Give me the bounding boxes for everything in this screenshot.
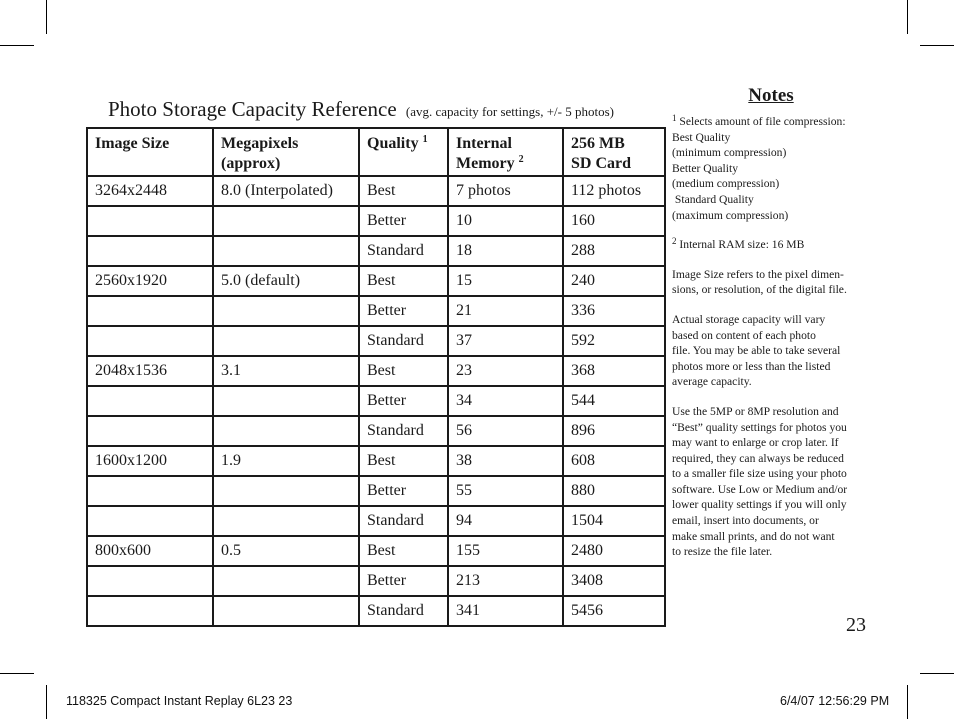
table-row (87, 356, 665, 386)
table-cell (87, 296, 213, 326)
table-cell (213, 386, 359, 416)
table-row (87, 266, 665, 296)
notes-title: Notes (748, 85, 794, 106)
table-cell: 3408 (563, 566, 665, 596)
column-header-line: Quality (367, 135, 419, 152)
table-cell: Better (359, 386, 448, 416)
column-header (87, 128, 213, 176)
crop-mark (0, 45, 34, 46)
footer-left: 118325 Compact Instant Replay 6L23 23 (66, 694, 293, 708)
table-cell (87, 236, 213, 266)
capacity-table (86, 127, 666, 627)
title-text: Photo Storage Capacity Reference (108, 97, 397, 121)
page-title (108, 97, 614, 122)
table-cell: 3264x2448 (87, 176, 213, 206)
note-paragraph (672, 404, 872, 560)
table-cell: 2560x1920 (87, 266, 213, 296)
table-cell: 7 photos (448, 176, 563, 206)
table-cell: Better (359, 566, 448, 596)
table-cell: 10 (448, 206, 563, 236)
table-cell: Best (359, 446, 448, 476)
table-cell: 155 (448, 536, 563, 566)
table-row (87, 596, 665, 626)
crop-mark (907, 685, 908, 719)
table-cell: 880 (563, 476, 665, 506)
column-header-line: Memory (456, 155, 515, 172)
table-cell: Standard (359, 236, 448, 266)
table-cell (87, 476, 213, 506)
table-cell: Best (359, 266, 448, 296)
table-cell: Best (359, 176, 448, 206)
column-header-line: Image Size (95, 135, 170, 152)
crop-mark (907, 0, 908, 34)
column-header (448, 128, 563, 176)
table-cell (87, 416, 213, 446)
table-row (87, 386, 665, 416)
table-cell (213, 566, 359, 596)
table-row (87, 476, 665, 506)
page-number: 23 (846, 614, 866, 636)
table-row (87, 296, 665, 326)
note-line: file. You may be able to take several (672, 344, 841, 358)
table-cell: 34 (448, 386, 563, 416)
footnote-marker: 1 (422, 134, 428, 145)
notes-paragraphs (672, 253, 872, 560)
note-line: make small prints, and do not want (672, 529, 835, 543)
table-cell: 1.9 (213, 446, 359, 476)
table-cell: 112 photos (563, 176, 665, 206)
table-cell: Best (359, 536, 448, 566)
table-cell (87, 596, 213, 626)
table-row (87, 566, 665, 596)
note-line: photos more or less than the listed (672, 359, 831, 373)
table-cell: 15 (448, 266, 563, 296)
note-1 (672, 114, 872, 223)
table-cell: 608 (563, 446, 665, 476)
note-line: lower quality settings if you will only (672, 498, 847, 512)
note-line: (medium compression) (672, 177, 780, 191)
column-header-line: 256 MB (571, 135, 625, 152)
table-cell: 2480 (563, 536, 665, 566)
title-subtitle: (avg. capacity for settings, +/- 5 photos) (405, 104, 614, 119)
note-line: “Best” quality settings for photos you (672, 420, 847, 434)
table-cell: 55 (448, 476, 563, 506)
table-cell (213, 416, 359, 446)
table-cell: 94 (448, 506, 563, 536)
table-cell (213, 476, 359, 506)
table-cell (87, 506, 213, 536)
table-cell: 56 (448, 416, 563, 446)
table-row (87, 206, 665, 236)
note-line: average capacity. (672, 375, 752, 389)
table-cell: Standard (359, 326, 448, 356)
note-line: to a smaller file size using your photo (672, 467, 847, 481)
table-cell (213, 236, 359, 266)
table-cell: 240 (563, 266, 665, 296)
table-row (87, 176, 665, 206)
table-row (87, 326, 665, 356)
column-header (213, 128, 359, 176)
note-line: Selects amount of file compression: (679, 115, 846, 128)
table-cell: Best (359, 356, 448, 386)
note-line: Standard Quality (672, 192, 754, 206)
table-body (87, 176, 665, 626)
table-cell: 1600x1200 (87, 446, 213, 476)
table-row (87, 536, 665, 566)
table-cell (87, 206, 213, 236)
table-cell: 5.0 (default) (213, 266, 359, 296)
note-line: required, they can always be reduced (672, 451, 844, 465)
table-cell: 2048x1536 (87, 356, 213, 386)
note-line: may want to enlarge or crop later. If (672, 436, 839, 450)
table-cell: 341 (448, 596, 563, 626)
column-header (359, 128, 448, 176)
crop-mark (46, 0, 47, 34)
table-cell: 18 (448, 236, 563, 266)
note-line: to resize the file later. (672, 545, 773, 559)
table-row (87, 416, 665, 446)
table-cell: Better (359, 206, 448, 236)
column-header-line: Megapixels (221, 135, 299, 152)
note-line: (maximum compression) (672, 208, 789, 222)
note-line: sions, or resolution, of the digital file. (672, 283, 847, 297)
table-cell: 800x600 (87, 536, 213, 566)
column-header-line: (approx) (221, 155, 281, 172)
table-cell: 21 (448, 296, 563, 326)
crop-mark (920, 673, 954, 674)
crop-mark (920, 45, 954, 46)
table-cell: Better (359, 296, 448, 326)
table-cell (213, 206, 359, 236)
table-cell (87, 386, 213, 416)
crop-mark (0, 673, 34, 674)
note-line: (minimum compression) (672, 146, 787, 160)
table-row (87, 236, 665, 266)
note-line: Best Quality (672, 130, 731, 144)
table-cell: 23 (448, 356, 563, 386)
table-cell: 38 (448, 446, 563, 476)
table-cell: 37 (448, 326, 563, 356)
note-line: Image Size refers to the pixel dimen- (672, 267, 844, 281)
note-paragraph (672, 312, 872, 390)
note-2 (672, 237, 872, 253)
table-cell: Standard (359, 596, 448, 626)
table-cell: 368 (563, 356, 665, 386)
table-cell: 160 (563, 206, 665, 236)
crop-mark (46, 685, 47, 719)
footnote-marker: 2 (518, 154, 524, 165)
note-2-marker: 2 (672, 236, 677, 247)
table-cell (87, 566, 213, 596)
table-cell: 5456 (563, 596, 665, 626)
table-cell: 3.1 (213, 356, 359, 386)
table-cell: Standard (359, 416, 448, 446)
table-cell: 896 (563, 416, 665, 446)
note-line: Better Quality (672, 161, 739, 175)
table-cell (213, 506, 359, 536)
table-cell: 544 (563, 386, 665, 416)
table-cell: 592 (563, 326, 665, 356)
footer-right: 6/4/07 12:56:29 PM (780, 694, 890, 708)
note-paragraph (672, 267, 872, 298)
note-line: email, insert into documents, or (672, 514, 819, 528)
table-header-row (87, 128, 665, 176)
note-line: Use the 5MP or 8MP resolution and (672, 404, 839, 418)
column-header-line: Internal (456, 135, 512, 152)
table-cell: 288 (563, 236, 665, 266)
table-row (87, 506, 665, 536)
table-cell: Standard (359, 506, 448, 536)
column-header (563, 128, 665, 176)
table-cell (213, 326, 359, 356)
table-cell: 213 (448, 566, 563, 596)
table-cell: 336 (563, 296, 665, 326)
note-2-text: Internal RAM size: 16 MB (679, 238, 805, 252)
table-cell: 0.5 (213, 536, 359, 566)
table-cell (213, 596, 359, 626)
table-cell: 8.0 (Interpolated) (213, 176, 359, 206)
note-line: software. Use Low or Medium and/or (672, 482, 848, 496)
column-header-line: SD Card (571, 155, 632, 172)
table-cell: 1504 (563, 506, 665, 536)
notes-panel (672, 84, 872, 560)
table-row (87, 446, 665, 476)
note-line: Actual storage capacity will vary (672, 312, 826, 326)
note-line: based on content of each photo (672, 328, 816, 342)
table-cell (213, 296, 359, 326)
note-1-marker: 1 (672, 113, 677, 123)
table-cell: Better (359, 476, 448, 506)
table-cell (87, 326, 213, 356)
